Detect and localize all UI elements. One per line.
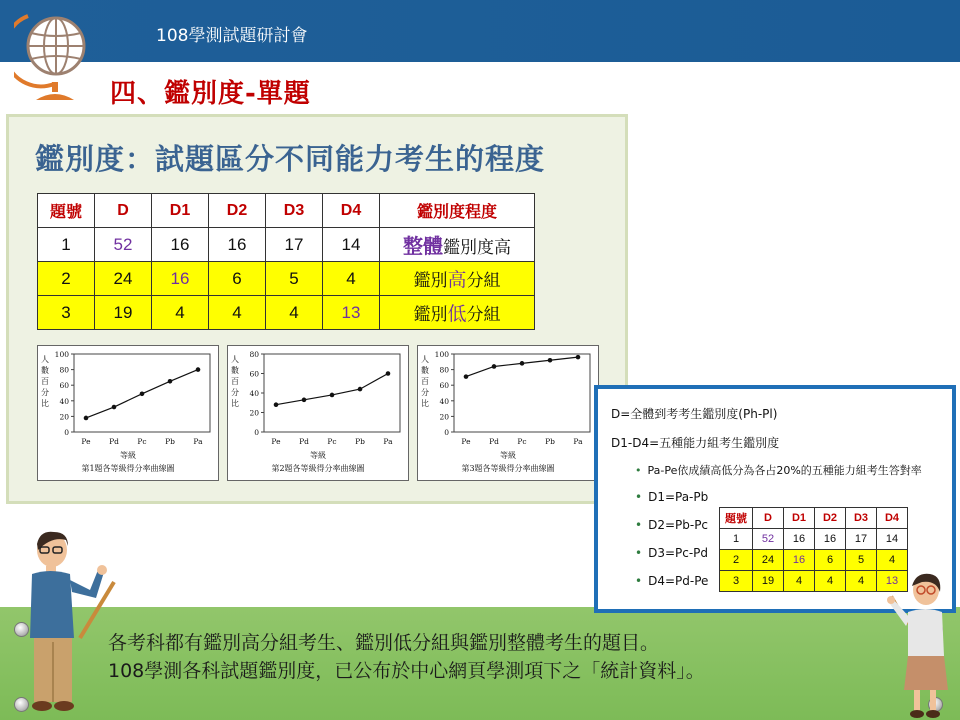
table-cell: 5 bbox=[266, 262, 323, 296]
mini-row bbox=[720, 550, 908, 571]
table-cell: 17 bbox=[266, 228, 323, 262]
mini-header-cell: D1 bbox=[784, 508, 815, 529]
desc-emphasis: 高 bbox=[447, 270, 467, 291]
table-header-cell: D3 bbox=[266, 194, 323, 228]
chart-xlabel: 等級 bbox=[500, 451, 516, 460]
table-header-cell: D bbox=[95, 194, 152, 228]
desc-text: 鑑別 bbox=[413, 305, 448, 324]
y-tick-label: 60 bbox=[439, 381, 449, 391]
table-cell: 13 bbox=[323, 296, 380, 330]
table-cell: 4 bbox=[209, 296, 266, 330]
desc-text: 分組 bbox=[466, 271, 501, 290]
mini-cell: 16 bbox=[784, 550, 815, 571]
data-point bbox=[576, 355, 581, 360]
chart-1 bbox=[37, 345, 219, 481]
chart-caption: 第3題各等級得分率曲線圖 bbox=[461, 464, 555, 473]
x-tick-label: Pb bbox=[545, 437, 555, 446]
mini-cell: 4 bbox=[846, 571, 877, 592]
teacher-illustration bbox=[28, 530, 120, 720]
mini-table bbox=[719, 507, 908, 592]
chart-ylabel: 人數百分比 bbox=[231, 355, 239, 408]
mini-row bbox=[720, 529, 908, 550]
mini-cell: 5 bbox=[846, 550, 877, 571]
table-cell: 4 bbox=[152, 296, 209, 330]
panel-bullet: • D2=Pb-Pc bbox=[635, 518, 708, 532]
panel-bullet: • D4=Pd-Pe bbox=[635, 574, 708, 588]
table-header-cell: D4 bbox=[323, 194, 380, 228]
x-tick-label: Pa bbox=[573, 437, 583, 446]
table-cell: 52 bbox=[95, 228, 152, 262]
x-tick-label: Pa bbox=[383, 437, 393, 446]
y-tick-label: 40 bbox=[439, 396, 449, 406]
footer-text-line1: 各考科都有鑑別高分組考生、鑑別低分組與鑑別整體考生的題目。 bbox=[108, 632, 660, 654]
student-illustration bbox=[886, 572, 950, 720]
mini-cell: 4 bbox=[784, 571, 815, 592]
mini-cell: 16 bbox=[784, 529, 815, 550]
series-line bbox=[276, 374, 388, 405]
desc-text: 鑑別度高 bbox=[443, 238, 511, 257]
table-row bbox=[38, 228, 535, 262]
data-point bbox=[464, 374, 469, 379]
x-tick-label: Pb bbox=[355, 437, 365, 446]
discrimination-table bbox=[37, 193, 535, 330]
chart-2 bbox=[227, 345, 409, 481]
mini-cell: 16 bbox=[815, 529, 846, 550]
mini-cell: 52 bbox=[753, 529, 784, 550]
table-cell: 24 bbox=[95, 262, 152, 296]
footer-band bbox=[0, 607, 960, 720]
y-tick-label: 0 bbox=[444, 428, 449, 437]
mini-header-cell: D3 bbox=[846, 508, 877, 529]
data-point bbox=[84, 416, 89, 421]
table-row bbox=[38, 296, 535, 330]
table-cell: 16 bbox=[209, 228, 266, 262]
x-tick-label: Pb bbox=[165, 437, 175, 446]
mini-cell: 14 bbox=[877, 529, 908, 550]
x-tick-label: Pd bbox=[109, 437, 119, 446]
mini-cell: 6 bbox=[815, 550, 846, 571]
x-tick-label: Pc bbox=[327, 437, 337, 446]
table-cell: 16 bbox=[152, 228, 209, 262]
y-tick-label: 20 bbox=[439, 412, 449, 422]
globe-icon bbox=[14, 6, 98, 102]
data-point bbox=[112, 405, 117, 410]
footer-text-line2: 108學測各科試題鑑別度，已公布於中心網頁學測項下之「統計資料」。 bbox=[108, 660, 705, 682]
header-bar bbox=[0, 0, 960, 62]
y-tick-label: 80 bbox=[59, 365, 69, 375]
table-header-row bbox=[38, 194, 535, 228]
desc-text: 鑑別 bbox=[413, 271, 448, 290]
table-cell-desc bbox=[380, 228, 535, 262]
table-cell-desc bbox=[380, 296, 535, 330]
mini-row bbox=[720, 571, 908, 592]
y-tick-label: 0 bbox=[254, 428, 259, 437]
y-tick-label: 60 bbox=[249, 369, 259, 379]
x-tick-label: Pe bbox=[271, 437, 281, 446]
chart-ylabel: 人數百分比 bbox=[41, 355, 49, 408]
data-point bbox=[140, 391, 145, 396]
mini-header-cell: 題號 bbox=[720, 508, 753, 529]
mini-cell: 24 bbox=[753, 550, 784, 571]
mini-header-cell: D bbox=[753, 508, 784, 529]
y-tick-label: 60 bbox=[59, 381, 69, 391]
table-cell: 14 bbox=[323, 228, 380, 262]
content-card bbox=[6, 114, 628, 504]
table-cell: 19 bbox=[95, 296, 152, 330]
mini-cell: 4 bbox=[815, 571, 846, 592]
x-tick-label: Pc bbox=[517, 437, 527, 446]
mini-cell: 1 bbox=[720, 529, 753, 550]
table-cell: 16 bbox=[152, 262, 209, 296]
header-title: 108學測試題研討會 bbox=[156, 26, 308, 46]
chart-ylabel: 人數百分比 bbox=[421, 355, 429, 408]
pin-icon bbox=[14, 697, 29, 712]
x-tick-label: Pe bbox=[81, 437, 91, 446]
x-tick-label: Pa bbox=[193, 437, 203, 446]
chart-caption: 第2題各等級得分率曲線圖 bbox=[271, 464, 365, 473]
table-row bbox=[38, 262, 535, 296]
y-tick-label: 80 bbox=[439, 365, 449, 375]
desc-emphasis: 低 bbox=[447, 304, 467, 325]
table-header-cell: 鑑別度程度 bbox=[380, 194, 535, 228]
data-point bbox=[168, 379, 173, 384]
card-heading: 鑑別度：試題區分不同能力考生的程度 bbox=[35, 142, 546, 176]
plot-area bbox=[454, 354, 590, 432]
mini-header-cell: D4 bbox=[877, 508, 908, 529]
data-point bbox=[358, 387, 363, 392]
data-point bbox=[330, 393, 335, 398]
chart-3 bbox=[417, 345, 599, 481]
chart-caption: 第1題各等級得分率曲線圖 bbox=[81, 464, 175, 473]
series-line bbox=[466, 357, 578, 377]
table-cell: 4 bbox=[266, 296, 323, 330]
section-title: 四、鑑別度-單題 bbox=[110, 79, 311, 109]
x-tick-label: Pd bbox=[489, 437, 499, 446]
mini-cell: 4 bbox=[877, 550, 908, 571]
data-point bbox=[274, 402, 279, 407]
data-point bbox=[386, 371, 391, 376]
mini-header-row bbox=[720, 508, 908, 529]
table-cell: 2 bbox=[38, 262, 95, 296]
table-cell-desc bbox=[380, 262, 535, 296]
mini-cell: 19 bbox=[753, 571, 784, 592]
data-point bbox=[196, 367, 201, 372]
pin-icon bbox=[14, 622, 29, 637]
mini-cell: 3 bbox=[720, 571, 753, 592]
panel-bullet: • D1=Pa-Pb bbox=[635, 490, 708, 504]
desc-emphasis: 整體 bbox=[403, 236, 443, 258]
table-cell: 1 bbox=[38, 228, 95, 262]
mini-cell: 17 bbox=[846, 529, 877, 550]
data-point bbox=[520, 361, 525, 366]
data-point bbox=[302, 398, 307, 403]
y-tick-label: 100 bbox=[434, 350, 449, 359]
mini-cell: 13 bbox=[877, 571, 908, 592]
table-cell: 3 bbox=[38, 296, 95, 330]
x-tick-label: Pe bbox=[461, 437, 471, 446]
chart-xlabel: 等級 bbox=[310, 451, 326, 460]
table-header-cell: 題號 bbox=[38, 194, 95, 228]
chart-xlabel: 等級 bbox=[120, 451, 136, 460]
x-tick-label: Pc bbox=[137, 437, 147, 446]
table-cell: 4 bbox=[323, 262, 380, 296]
mini-cell: 2 bbox=[720, 550, 753, 571]
y-tick-label: 40 bbox=[59, 396, 69, 406]
y-tick-label: 40 bbox=[249, 389, 259, 398]
y-tick-label: 20 bbox=[249, 408, 259, 418]
y-tick-label: 100 bbox=[54, 350, 69, 359]
y-tick-label: 80 bbox=[249, 350, 259, 359]
table-cell: 6 bbox=[209, 262, 266, 296]
panel-line-d: D=全體到考考生鑑別度(Ph-Pl) bbox=[611, 407, 778, 421]
table-header-cell: D2 bbox=[209, 194, 266, 228]
y-tick-label: 0 bbox=[64, 428, 69, 437]
panel-bullet: • D3=Pc-Pd bbox=[635, 546, 708, 560]
data-point bbox=[548, 358, 553, 363]
table-header-cell: D1 bbox=[152, 194, 209, 228]
y-tick-label: 20 bbox=[59, 412, 69, 422]
desc-text: 分組 bbox=[466, 305, 501, 324]
x-tick-label: Pd bbox=[299, 437, 309, 446]
panel-line-d1d4: D1-D4=五種能力組考生鑑別度 bbox=[611, 436, 780, 450]
panel-bullet: • Pa-Pe依成績高低分為各占20%的五種能力組考生答對率 bbox=[635, 462, 922, 478]
mini-header-cell: D2 bbox=[815, 508, 846, 529]
data-point bbox=[492, 364, 497, 369]
